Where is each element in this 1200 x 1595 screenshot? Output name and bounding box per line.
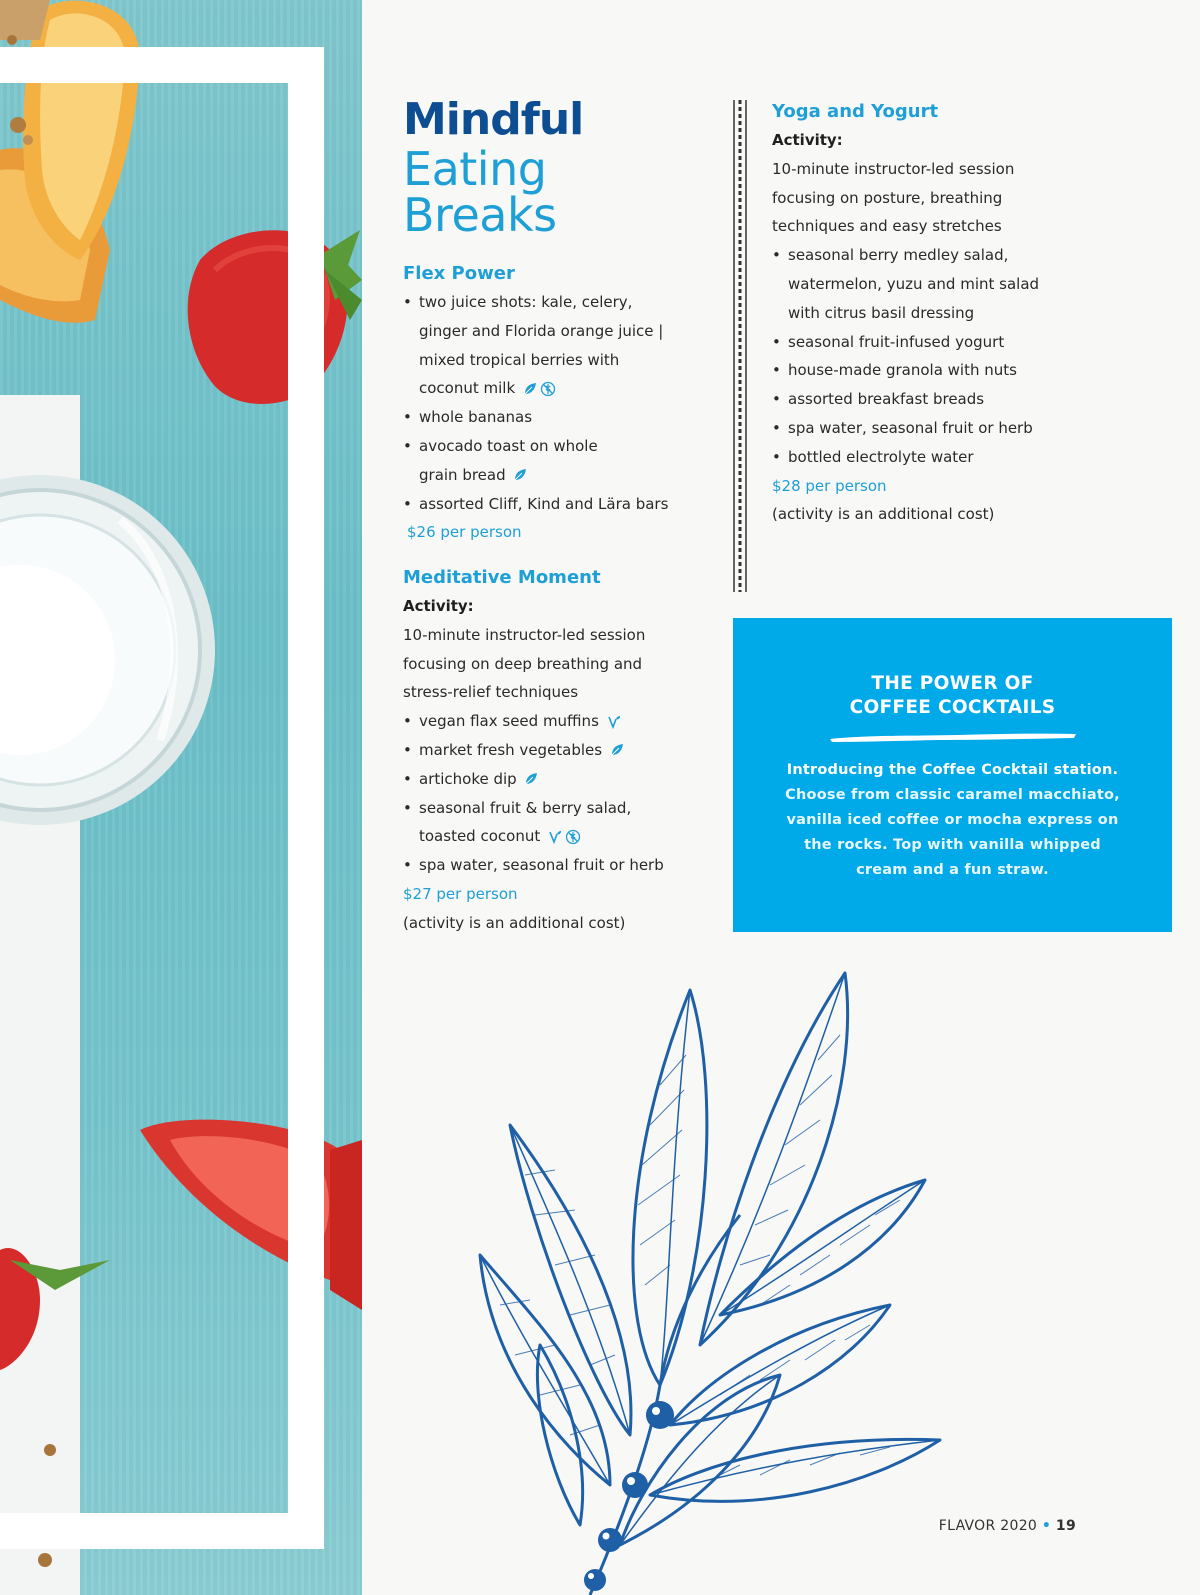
grain-free-icon (565, 829, 581, 845)
brush-stroke-divider (828, 730, 1078, 744)
activity-line: stress-relief techniques (403, 683, 579, 702)
activity-line: focusing on deep breathing and (403, 654, 643, 673)
list-item: • whole bananas (403, 403, 703, 432)
list-item: • bottled electrolyte water (772, 443, 1072, 472)
list-item: • seasonal fruit-infused yogurt (772, 328, 1072, 357)
grain-free-icon (540, 381, 556, 397)
meditative-moment-title: Meditative Moment (403, 567, 601, 588)
list-item: • seasonal fruit & berry salad, toasted coconut (403, 794, 703, 852)
flex-power-title: Flex Power (403, 263, 515, 284)
page-headline (403, 94, 584, 242)
headline-mindful: Mindful (403, 94, 584, 145)
yoga-yogurt-section (772, 98, 1072, 529)
activity-label: Activity: (772, 131, 843, 149)
leaf-icon (610, 743, 624, 757)
meditative-moment-section (403, 564, 703, 938)
list-item: • spa water, seasonal fruit or herb (772, 414, 1072, 443)
footer-separator: • (1041, 1518, 1052, 1534)
list-item: • assorted Cliff, Kind and Lära bars (403, 490, 703, 519)
food-photo (0, 0, 362, 1595)
list-item: • market fresh vegetables (403, 736, 703, 765)
coffee-cocktails-callout (733, 618, 1172, 932)
list-item: • artichoke dip (403, 765, 703, 794)
yoga-yogurt-title: Yoga and Yogurt (772, 101, 939, 122)
photo-frame-border (0, 47, 324, 1549)
coffee-callout-title: THE POWER OF COFFEE COCKTAILS (849, 673, 1056, 718)
page-number: 19 (1055, 1518, 1076, 1534)
activity-line: 10-minute instructor-led session (403, 625, 646, 644)
list-item: • avocado toast on whole grain bread (403, 432, 703, 490)
meditative-note: (activity is an additional cost) (403, 913, 626, 932)
activity-line: focusing on posture, breathing (772, 188, 1003, 207)
page-footer (939, 1518, 1076, 1534)
list-item: • house-made granola with nuts (772, 356, 1072, 385)
olive-branch-illustration (470, 965, 950, 1595)
activity-line: techniques and easy stretches (772, 217, 1002, 236)
yoga-list (772, 241, 1072, 471)
leaf-icon (524, 772, 538, 786)
coffee-intro: Introducing the Coffee Cocktail station. (786, 762, 1119, 778)
activity-label: Activity: (403, 597, 474, 615)
list-item: • spa water, seasonal fruit or herb (403, 851, 703, 880)
publication-name: FLAVOR 2020 (938, 1518, 1038, 1534)
yoga-price: $28 per person (772, 476, 887, 495)
meditative-price: $27 per person (403, 884, 518, 903)
list-item: • assorted breakfast breads (772, 385, 1072, 414)
coffee-callout-body (783, 758, 1122, 883)
headline-breaks: Breaks (403, 188, 557, 242)
list-item: • seasonal berry medley salad, watermelon, yuzu and mint salad with citrus basil dressing (772, 241, 1072, 327)
flex-power-list (403, 288, 703, 518)
v-sprout-icon (548, 830, 562, 844)
flex-power-price: $26 per person (407, 523, 522, 542)
tribal-divider (732, 100, 748, 592)
coffee-description: Choose from classic caramel macchiato, vanilla iced coffee or mocha express on the rocks. Top with vanilla whipped cream and a fun straw. (785, 787, 1120, 878)
list-item: • vegan flax seed muffins (403, 707, 703, 736)
activity-line: 10-minute instructor-led session (772, 159, 1015, 178)
v-sprout-icon (607, 715, 621, 729)
yoga-note: (activity is an additional cost) (772, 505, 995, 524)
headline-eating: Eating (403, 142, 547, 196)
leaf-icon (513, 468, 527, 482)
leaf-icon (523, 382, 537, 396)
meditative-list (403, 707, 703, 880)
list-item: • two juice shots: kale, celery, ginger and Florida orange juice | mixed tropical berries with coconut milk (403, 288, 703, 403)
flex-power-section (403, 260, 703, 547)
